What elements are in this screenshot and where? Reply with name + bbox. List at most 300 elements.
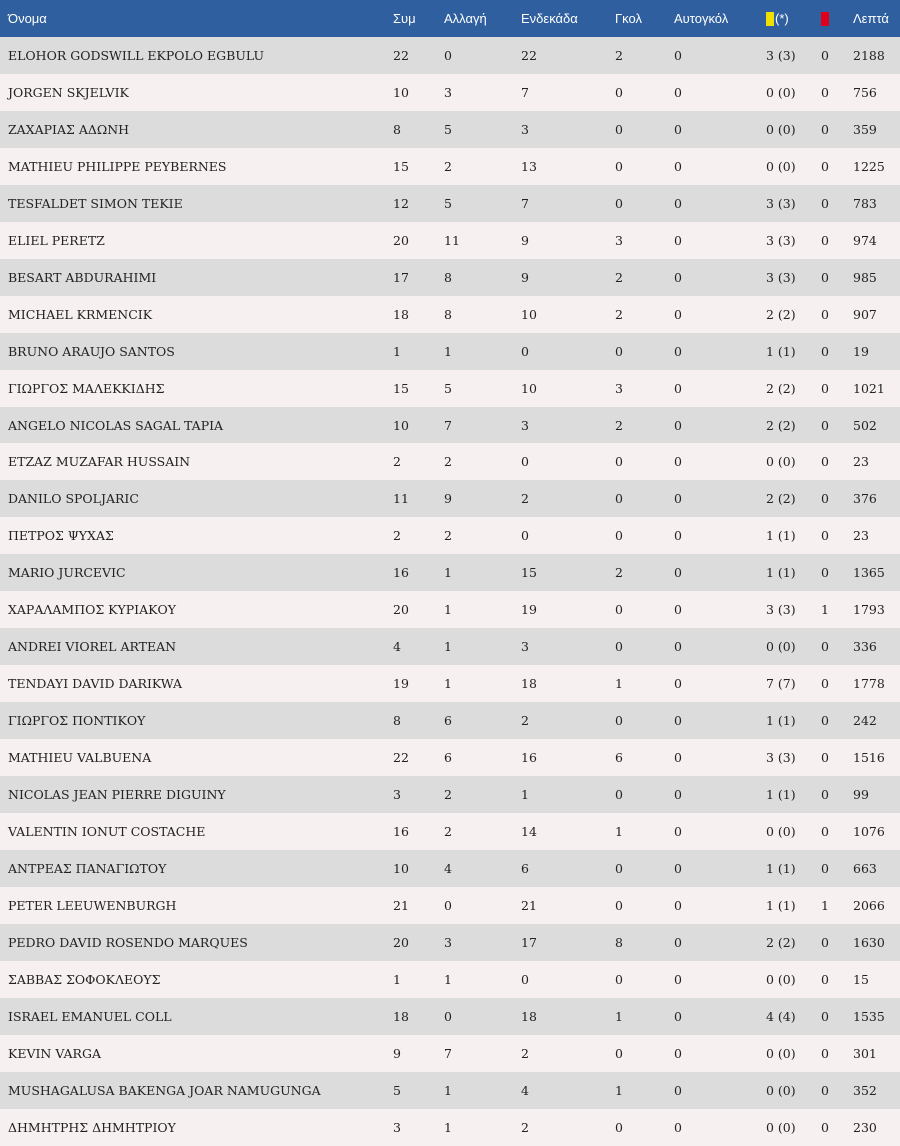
cell-yellow-cards: 2 (2) bbox=[766, 417, 796, 433]
cell-minutes: 502 bbox=[853, 417, 877, 433]
cell-own-goals: 0 bbox=[674, 380, 682, 396]
table-row[interactable] bbox=[0, 259, 900, 296]
cell-goals: 0 bbox=[615, 343, 623, 359]
cell-appearances: 20 bbox=[393, 934, 409, 950]
cell-own-goals: 0 bbox=[674, 417, 682, 433]
cell-red-cards: 0 bbox=[821, 380, 829, 396]
table-row[interactable] bbox=[0, 739, 900, 776]
table-row[interactable] bbox=[0, 813, 900, 850]
red-card-icon bbox=[821, 12, 829, 26]
cell-own-goals: 0 bbox=[674, 1119, 682, 1135]
cell-yellow-cards: 0 (0) bbox=[766, 84, 796, 100]
table-row[interactable] bbox=[0, 554, 900, 591]
cell-name: BESART ABDURAHIMI bbox=[8, 269, 157, 285]
cell-red-cards: 0 bbox=[821, 343, 829, 359]
cell-appearances: 10 bbox=[393, 860, 409, 876]
cell-red-cards: 0 bbox=[821, 121, 829, 137]
cell-yellow-cards: 7 (7) bbox=[766, 676, 796, 692]
cell-name: TESFALDET SIMON TEKIE bbox=[8, 195, 183, 211]
cell-name: KEVIN VARGA bbox=[8, 1045, 101, 1061]
cell-red-cards: 0 bbox=[821, 158, 829, 174]
cell-substitute: 8 bbox=[444, 269, 452, 285]
cell-red-cards: 0 bbox=[821, 454, 829, 470]
cell-goals: 0 bbox=[615, 454, 623, 470]
cell-starting: 6 bbox=[521, 860, 529, 876]
cell-minutes: 663 bbox=[853, 860, 877, 876]
cell-appearances: 2 bbox=[393, 528, 401, 544]
cell-goals: 2 bbox=[615, 269, 623, 285]
cell-own-goals: 0 bbox=[674, 676, 682, 692]
cell-minutes: 359 bbox=[853, 121, 877, 137]
cell-minutes: 1778 bbox=[853, 676, 885, 692]
cell-name: ISRAEL EMANUEL COLL bbox=[8, 1008, 172, 1024]
cell-substitute: 2 bbox=[444, 787, 452, 803]
cell-red-cards: 0 bbox=[821, 84, 829, 100]
table-row[interactable] bbox=[0, 296, 900, 333]
cell-name: MUSHAGALUSA BAKENGA JOAR NAMUGUNGA bbox=[8, 1082, 321, 1098]
cell-minutes: 99 bbox=[853, 787, 869, 803]
table-row[interactable] bbox=[0, 887, 900, 924]
cell-own-goals: 0 bbox=[674, 343, 682, 359]
cell-appearances: 17 bbox=[393, 269, 409, 285]
cell-starting: 14 bbox=[521, 823, 537, 839]
cell-goals: 0 bbox=[615, 1119, 623, 1135]
cell-appearances: 3 bbox=[393, 1119, 401, 1135]
cell-starting: 9 bbox=[521, 269, 529, 285]
cell-substitute: 1 bbox=[444, 343, 452, 359]
cell-name: TENDAYI DAVID DARIKWA bbox=[8, 676, 183, 692]
cell-substitute: 1 bbox=[444, 1082, 452, 1098]
cell-starting: 21 bbox=[521, 897, 537, 913]
cell-goals: 0 bbox=[615, 860, 623, 876]
cell-appearances: 19 bbox=[393, 676, 409, 692]
cell-red-cards: 0 bbox=[821, 934, 829, 950]
cell-name: PETER LEEUWENBURGH bbox=[8, 897, 177, 913]
cell-own-goals: 0 bbox=[674, 232, 682, 248]
cell-name: MICHAEL KRMENCIK bbox=[8, 306, 153, 322]
cell-substitute: 2 bbox=[444, 823, 452, 839]
cell-minutes: 1076 bbox=[853, 823, 885, 839]
table-row[interactable] bbox=[0, 74, 900, 111]
cell-yellow-cards: 0 (0) bbox=[766, 1082, 796, 1098]
cell-starting: 16 bbox=[521, 750, 537, 766]
cell-starting: 2 bbox=[521, 713, 529, 729]
header-own-goals[interactable]: Αυτογκόλ bbox=[674, 11, 729, 26]
cell-appearances: 8 bbox=[393, 713, 401, 729]
table-row[interactable] bbox=[0, 111, 900, 148]
cell-own-goals: 0 bbox=[674, 897, 682, 913]
cell-minutes: 301 bbox=[853, 1045, 877, 1061]
cell-goals: 2 bbox=[615, 565, 623, 581]
cell-goals: 1 bbox=[615, 676, 623, 692]
cell-name: ΑΝΤΡΕΑΣ ΠΑΝΑΓΙΩΤΟΥ bbox=[8, 860, 167, 876]
cell-name: BRUNO ARAUJO SANTOS bbox=[8, 343, 175, 359]
cell-yellow-cards: 3 (3) bbox=[766, 269, 796, 285]
cell-own-goals: 0 bbox=[674, 528, 682, 544]
cell-minutes: 19 bbox=[853, 343, 869, 359]
table-row[interactable] bbox=[0, 961, 900, 998]
cell-starting: 0 bbox=[521, 971, 529, 987]
cell-starting: 0 bbox=[521, 528, 529, 544]
table-row[interactable] bbox=[0, 37, 900, 74]
table-row[interactable] bbox=[0, 924, 900, 961]
cell-goals: 0 bbox=[615, 713, 623, 729]
cell-yellow-cards: 3 (3) bbox=[766, 47, 796, 63]
cell-own-goals: 0 bbox=[674, 934, 682, 950]
cell-yellow-cards: 3 (3) bbox=[766, 232, 796, 248]
cell-yellow-cards: 0 (0) bbox=[766, 1045, 796, 1061]
cell-starting: 13 bbox=[521, 158, 537, 174]
header-red-cards[interactable] bbox=[821, 0, 853, 37]
cell-substitute: 8 bbox=[444, 306, 452, 322]
cell-goals: 0 bbox=[615, 158, 623, 174]
header-starting[interactable]: Ενδεκάδα bbox=[521, 11, 578, 26]
cell-yellow-cards: 1 (1) bbox=[766, 343, 796, 359]
cell-minutes: 352 bbox=[853, 1082, 877, 1098]
cell-goals: 3 bbox=[615, 380, 623, 396]
cell-goals: 2 bbox=[615, 47, 623, 63]
cell-minutes: 15 bbox=[853, 971, 869, 987]
header-substitute[interactable]: Αλλαγή bbox=[444, 11, 487, 26]
cell-substitute: 3 bbox=[444, 934, 452, 950]
cell-red-cards: 0 bbox=[821, 528, 829, 544]
table-row[interactable] bbox=[0, 1035, 900, 1072]
cell-red-cards: 0 bbox=[821, 639, 829, 655]
cell-appearances: 18 bbox=[393, 306, 409, 322]
cell-yellow-cards: 0 (0) bbox=[766, 158, 796, 174]
cell-red-cards: 0 bbox=[821, 823, 829, 839]
cell-starting: 7 bbox=[521, 84, 529, 100]
table-row[interactable] bbox=[0, 517, 900, 554]
cell-yellow-cards: 0 (0) bbox=[766, 639, 796, 655]
cell-minutes: 974 bbox=[853, 232, 877, 248]
cell-red-cards: 0 bbox=[821, 750, 829, 766]
header-goals[interactable]: Γκολ bbox=[615, 11, 642, 26]
table-row[interactable] bbox=[0, 148, 900, 185]
cell-appearances: 22 bbox=[393, 47, 409, 63]
cell-red-cards: 0 bbox=[821, 232, 829, 248]
cell-appearances: 9 bbox=[393, 1045, 401, 1061]
cell-substitute: 5 bbox=[444, 121, 452, 137]
cell-minutes: 2066 bbox=[853, 897, 885, 913]
cell-starting: 19 bbox=[521, 602, 537, 618]
cell-yellow-cards: 1 (1) bbox=[766, 528, 796, 544]
cell-goals: 0 bbox=[615, 528, 623, 544]
cell-yellow-cards: 1 (1) bbox=[766, 713, 796, 729]
cell-own-goals: 0 bbox=[674, 454, 682, 470]
cell-substitute: 2 bbox=[444, 454, 452, 470]
table-row[interactable] bbox=[0, 1072, 900, 1109]
cell-own-goals: 0 bbox=[674, 306, 682, 322]
cell-starting: 3 bbox=[521, 639, 529, 655]
cell-name: VALENTIN IONUT COSTACHE bbox=[8, 823, 206, 839]
cell-goals: 8 bbox=[615, 934, 623, 950]
cell-starting: 0 bbox=[521, 343, 529, 359]
cell-appearances: 20 bbox=[393, 232, 409, 248]
cell-yellow-cards: 3 (3) bbox=[766, 195, 796, 211]
cell-appearances: 4 bbox=[393, 639, 401, 655]
cell-starting: 22 bbox=[521, 47, 537, 63]
cell-substitute: 9 bbox=[444, 491, 452, 507]
cell-minutes: 783 bbox=[853, 195, 877, 211]
cell-red-cards: 0 bbox=[821, 195, 829, 211]
cell-starting: 10 bbox=[521, 306, 537, 322]
cell-name: DANILO SPOLJARIC bbox=[8, 491, 139, 507]
cell-red-cards: 0 bbox=[821, 269, 829, 285]
cell-appearances: 20 bbox=[393, 602, 409, 618]
cell-red-cards: 0 bbox=[821, 1082, 829, 1098]
cell-own-goals: 0 bbox=[674, 860, 682, 876]
table-row[interactable] bbox=[0, 480, 900, 517]
cell-substitute: 7 bbox=[444, 1045, 452, 1061]
table-row[interactable] bbox=[0, 850, 900, 887]
cell-yellow-cards: 3 (3) bbox=[766, 602, 796, 618]
cell-appearances: 11 bbox=[393, 491, 409, 507]
cell-yellow-cards: 2 (2) bbox=[766, 380, 796, 396]
table-row[interactable] bbox=[0, 407, 900, 444]
cell-appearances: 12 bbox=[393, 195, 409, 211]
cell-starting: 9 bbox=[521, 232, 529, 248]
cell-starting: 18 bbox=[521, 1008, 537, 1024]
cell-appearances: 22 bbox=[393, 750, 409, 766]
cell-starting: 7 bbox=[521, 195, 529, 211]
cell-substitute: 6 bbox=[444, 713, 452, 729]
cell-substitute: 0 bbox=[444, 897, 452, 913]
cell-name: ΠΕΤΡΟΣ ΨΥΧΑΣ bbox=[8, 528, 114, 544]
cell-minutes: 376 bbox=[853, 491, 877, 507]
cell-own-goals: 0 bbox=[674, 121, 682, 137]
cell-red-cards: 0 bbox=[821, 787, 829, 803]
cell-appearances: 18 bbox=[393, 1008, 409, 1024]
cell-substitute: 2 bbox=[444, 528, 452, 544]
cell-red-cards: 0 bbox=[821, 971, 829, 987]
cell-goals: 0 bbox=[615, 84, 623, 100]
cell-red-cards: 0 bbox=[821, 565, 829, 581]
cell-minutes: 1630 bbox=[853, 934, 885, 950]
cell-minutes: 336 bbox=[853, 639, 877, 655]
table-row[interactable] bbox=[0, 443, 900, 480]
cell-minutes: 242 bbox=[853, 713, 877, 729]
cell-minutes: 907 bbox=[853, 306, 877, 322]
header-yellow-cards[interactable] bbox=[766, 0, 821, 37]
cell-starting: 18 bbox=[521, 676, 537, 692]
cell-name: ΖΑΧΑΡΙΑΣ ΑΔΩΝΗ bbox=[8, 121, 130, 137]
table-header bbox=[0, 0, 900, 37]
cell-starting: 15 bbox=[521, 565, 537, 581]
table-row[interactable] bbox=[0, 333, 900, 370]
cell-starting: 2 bbox=[521, 1119, 529, 1135]
cell-goals: 0 bbox=[615, 491, 623, 507]
table-row[interactable] bbox=[0, 665, 900, 702]
cell-own-goals: 0 bbox=[674, 639, 682, 655]
cell-goals: 6 bbox=[615, 750, 623, 766]
cell-own-goals: 0 bbox=[674, 158, 682, 174]
cell-minutes: 1516 bbox=[853, 750, 885, 766]
table-row[interactable] bbox=[0, 591, 900, 628]
cell-substitute: 2 bbox=[444, 158, 452, 174]
cell-appearances: 10 bbox=[393, 417, 409, 433]
cell-red-cards: 1 bbox=[821, 897, 829, 913]
cell-substitute: 0 bbox=[444, 1008, 452, 1024]
cell-goals: 0 bbox=[615, 1045, 623, 1061]
cell-minutes: 1365 bbox=[853, 565, 885, 581]
cell-own-goals: 0 bbox=[674, 491, 682, 507]
cell-goals: 0 bbox=[615, 195, 623, 211]
cell-minutes: 756 bbox=[853, 84, 877, 100]
cell-starting: 17 bbox=[521, 934, 537, 950]
cell-starting: 0 bbox=[521, 454, 529, 470]
cell-appearances: 3 bbox=[393, 787, 401, 803]
cell-goals: 1 bbox=[615, 823, 623, 839]
cell-appearances: 1 bbox=[393, 971, 401, 987]
cell-yellow-cards: 1 (1) bbox=[766, 565, 796, 581]
cell-substitute: 3 bbox=[444, 84, 452, 100]
cell-yellow-cards: 0 (0) bbox=[766, 454, 796, 470]
cell-substitute: 1 bbox=[444, 971, 452, 987]
cell-starting: 10 bbox=[521, 380, 537, 396]
cell-red-cards: 0 bbox=[821, 676, 829, 692]
cell-name: MARIO JURCEVIC bbox=[8, 565, 126, 581]
table-row[interactable] bbox=[0, 1109, 900, 1146]
table-row[interactable] bbox=[0, 628, 900, 665]
cell-appearances: 15 bbox=[393, 380, 409, 396]
cell-yellow-cards: 2 (2) bbox=[766, 491, 796, 507]
cell-goals: 1 bbox=[615, 1008, 623, 1024]
cell-substitute: 7 bbox=[444, 417, 452, 433]
cell-red-cards: 0 bbox=[821, 1119, 829, 1135]
cell-appearances: 16 bbox=[393, 823, 409, 839]
cell-own-goals: 0 bbox=[674, 195, 682, 211]
cell-appearances: 2 bbox=[393, 454, 401, 470]
cell-substitute: 1 bbox=[444, 1119, 452, 1135]
table-row[interactable] bbox=[0, 702, 900, 739]
cell-substitute: 1 bbox=[444, 565, 452, 581]
cell-appearances: 8 bbox=[393, 121, 401, 137]
cell-minutes: 1535 bbox=[853, 1008, 885, 1024]
cell-minutes: 1021 bbox=[853, 380, 885, 396]
cell-name: ΔΗΜΗΤΡΗΣ ΔΗΜΗΤΡΙΟΥ bbox=[8, 1119, 176, 1135]
cell-appearances: 10 bbox=[393, 84, 409, 100]
cell-name: ΣΑΒΒΑΣ ΣΟΦΟΚΛΕΟΥΣ bbox=[8, 971, 161, 987]
cell-red-cards: 0 bbox=[821, 306, 829, 322]
cell-own-goals: 0 bbox=[674, 602, 682, 618]
table-row[interactable] bbox=[0, 222, 900, 259]
cell-name: ELIEL PERETZ bbox=[8, 232, 105, 248]
cell-name: NICOLAS JEAN PIERRE DIGUINY bbox=[8, 787, 226, 803]
cell-starting: 1 bbox=[521, 787, 529, 803]
cell-starting: 3 bbox=[521, 121, 529, 137]
cell-own-goals: 0 bbox=[674, 1008, 682, 1024]
cell-appearances: 21 bbox=[393, 897, 409, 913]
table-row[interactable] bbox=[0, 185, 900, 222]
cell-own-goals: 0 bbox=[674, 787, 682, 803]
header-yellow-suffix: (*) bbox=[775, 10, 789, 26]
cell-red-cards: 0 bbox=[821, 417, 829, 433]
cell-substitute: 1 bbox=[444, 676, 452, 692]
header-name[interactable]: Όνομα bbox=[8, 11, 47, 26]
cell-minutes: 2188 bbox=[853, 47, 885, 63]
header-minutes[interactable]: Λεπτά bbox=[853, 11, 889, 26]
cell-appearances: 5 bbox=[393, 1082, 401, 1098]
cell-own-goals: 0 bbox=[674, 750, 682, 766]
cell-goals: 0 bbox=[615, 897, 623, 913]
header-appearances[interactable]: Συμ bbox=[393, 11, 416, 26]
cell-substitute: 0 bbox=[444, 47, 452, 63]
cell-substitute: 5 bbox=[444, 380, 452, 396]
table-body bbox=[0, 37, 900, 1146]
cell-red-cards: 0 bbox=[821, 713, 829, 729]
cell-goals: 0 bbox=[615, 639, 623, 655]
cell-minutes: 1793 bbox=[853, 602, 885, 618]
cell-name: PEDRO DAVID ROSENDO MARQUES bbox=[8, 934, 248, 950]
cell-appearances: 1 bbox=[393, 343, 401, 359]
cell-goals: 0 bbox=[615, 602, 623, 618]
cell-yellow-cards: 3 (3) bbox=[766, 750, 796, 766]
yellow-card-icon bbox=[766, 12, 774, 26]
cell-minutes: 1225 bbox=[853, 158, 885, 174]
cell-red-cards: 0 bbox=[821, 47, 829, 63]
cell-name: ΧΑΡΑΛΑΜΠΟΣ ΚΥΡΙΑΚΟΥ bbox=[8, 602, 176, 618]
cell-substitute: 4 bbox=[444, 860, 452, 876]
table-row[interactable] bbox=[0, 776, 900, 813]
cell-red-cards: 0 bbox=[821, 1045, 829, 1061]
cell-substitute: 6 bbox=[444, 750, 452, 766]
cell-yellow-cards: 2 (2) bbox=[766, 934, 796, 950]
cell-own-goals: 0 bbox=[674, 565, 682, 581]
cell-name: ELOHOR GODSWILL EKPOLO EGBULU bbox=[8, 47, 265, 63]
cell-yellow-cards: 1 (1) bbox=[766, 897, 796, 913]
cell-minutes: 23 bbox=[853, 454, 869, 470]
cell-substitute: 1 bbox=[444, 639, 452, 655]
cell-goals: 0 bbox=[615, 787, 623, 803]
cell-minutes: 23 bbox=[853, 528, 869, 544]
cell-goals: 0 bbox=[615, 971, 623, 987]
cell-minutes: 985 bbox=[853, 269, 877, 285]
cell-name: MATHIEU VALBUENA bbox=[8, 750, 152, 766]
cell-goals: 0 bbox=[615, 121, 623, 137]
cell-name: ANDREI VIOREL ARTEAN bbox=[8, 639, 177, 655]
cell-name: ΓΙΩΡΓΟΣ ΠΟΝΤΙΚΟΥ bbox=[8, 713, 146, 729]
cell-red-cards: 0 bbox=[821, 491, 829, 507]
cell-name: MATHIEU PHILIPPE PEYBERNES bbox=[8, 158, 227, 174]
cell-yellow-cards: 4 (4) bbox=[766, 1008, 796, 1024]
cell-own-goals: 0 bbox=[674, 1082, 682, 1098]
cell-yellow-cards: 2 (2) bbox=[766, 306, 796, 322]
cell-own-goals: 0 bbox=[674, 1045, 682, 1061]
cell-yellow-cards: 1 (1) bbox=[766, 787, 796, 803]
table-row[interactable] bbox=[0, 998, 900, 1035]
cell-name: JORGEN SKJELVIK bbox=[8, 84, 129, 100]
table-row[interactable] bbox=[0, 370, 900, 407]
cell-substitute: 5 bbox=[444, 195, 452, 211]
cell-goals: 2 bbox=[615, 417, 623, 433]
cell-goals: 1 bbox=[615, 1082, 623, 1098]
cell-appearances: 16 bbox=[393, 565, 409, 581]
cell-yellow-cards: 1 (1) bbox=[766, 860, 796, 876]
cell-red-cards: 1 bbox=[821, 602, 829, 618]
cell-own-goals: 0 bbox=[674, 269, 682, 285]
cell-starting: 2 bbox=[521, 1045, 529, 1061]
cell-substitute: 11 bbox=[444, 232, 460, 248]
cell-own-goals: 0 bbox=[674, 971, 682, 987]
cell-name: ANGELO NICOLAS SAGAL TAPIA bbox=[8, 417, 224, 433]
header-row bbox=[0, 0, 900, 37]
cell-name: ΓΙΩΡΓΟΣ ΜΑΛΕΚΚΙΔΗΣ bbox=[8, 380, 165, 396]
cell-own-goals: 0 bbox=[674, 47, 682, 63]
cell-yellow-cards: 0 (0) bbox=[766, 1119, 796, 1135]
cell-appearances: 15 bbox=[393, 158, 409, 174]
cell-goals: 3 bbox=[615, 232, 623, 248]
